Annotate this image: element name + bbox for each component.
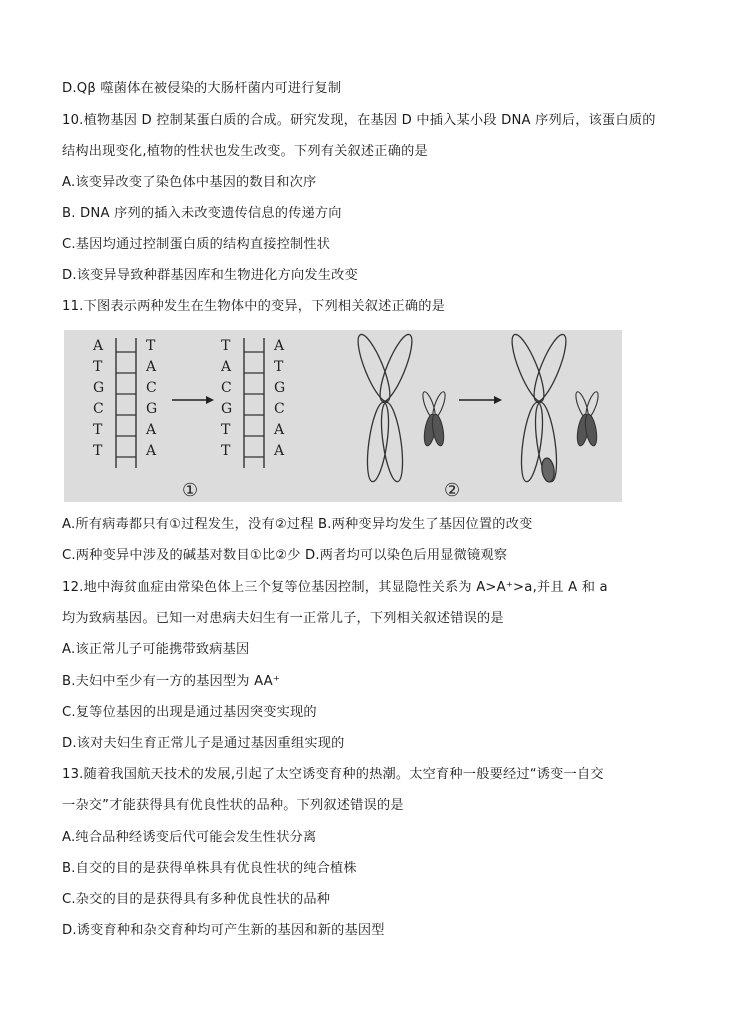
base: G [146, 401, 158, 417]
mutation-diagram [64, 330, 622, 502]
base: A [146, 422, 157, 438]
base: T [93, 359, 103, 375]
base: A [146, 359, 157, 375]
q11-stem: 11.下图表示两种发生在生物体中的变异，下列相关叙述正确的是 [62, 299, 446, 314]
q10-stem-line1: 10.植物基因 D 控制某蛋白质的合成。研究发现，在基因 D 中插入某小段 DNA 序列后，该蛋白质的 [62, 113, 656, 128]
base: T [93, 422, 103, 438]
q10-option-a: A.该变异改变了染色体中基因的数目和次序 [62, 175, 317, 190]
base: T [221, 338, 231, 354]
dna-after [220, 338, 285, 468]
q12-option-a: A.该正常儿子可能携带致病基因 [62, 642, 250, 657]
q10-option-b: B. DNA 序列的插入未改变遗传信息的传递方向 [62, 206, 342, 221]
q11-figure [64, 330, 622, 502]
base: C [274, 401, 285, 417]
base: T [221, 443, 231, 459]
q13-stem-line1: 13.随着我国航天技术的发展,引起了太空诱变育种的热潮。太空育种一般要经过“诱变一自交 [62, 767, 604, 782]
base: T [146, 338, 156, 354]
chromosome-small-before [420, 390, 447, 446]
q13-option-d: D.诱变育种和杂交育种均可产生新的基因和新的基因型 [62, 923, 385, 938]
base: A [221, 359, 232, 375]
base: C [93, 401, 104, 417]
base: A [146, 443, 157, 459]
base: A [274, 422, 285, 438]
chromosome-large-after [506, 331, 572, 483]
q10-stem-line2: 结构出现变化,植物的性状也发生改变。下列有关叙述正确的是 [62, 144, 428, 159]
base: A [93, 338, 104, 354]
chromosome-large-before [352, 331, 418, 483]
q10-option-c: C.基因均通过控制蛋白质的结构直接控制性状 [62, 237, 331, 252]
label-2: ② [444, 480, 461, 501]
base: G [274, 380, 286, 396]
q13-option-a: A.纯合品种经诱变后代可能会发生性状分离 [62, 830, 317, 845]
base: A [274, 338, 285, 354]
q11-options-cd: C.两种变异中涉及的碱基对数目①比②少 D.两者均可以染色后用显微镜观察 [62, 548, 508, 563]
q13-option-b: B.自交的目的是获得单株具有优良性状的纯合植株 [62, 861, 357, 876]
dna-before [92, 338, 157, 468]
q13-stem-line2: 一杂交”才能获得具有优良性状的品种。下列叙述错误的是 [62, 798, 404, 813]
chromosome-small-after [573, 390, 600, 446]
base: G [221, 401, 233, 417]
q12-option-c: C.复等位基因的出现是通过基因突变实现的 [62, 705, 317, 720]
q12-option-b: B.夫妇中至少有一方的基因型为 AA⁺ [62, 674, 281, 689]
q11-options-ab: A.所有病毒都只有①过程发生，没有②过程 B.两种变异均发生了基因位置的改变 [62, 517, 533, 532]
base: C [146, 380, 157, 396]
base: T [221, 422, 231, 438]
q9-option-d: D.Qβ 噬菌体在被侵染的大肠杆菌内可进行复制 [62, 81, 342, 96]
q13-option-c: C.杂交的目的是获得具有多种优良性状的品种 [62, 892, 331, 907]
q12-stem-line1: 12.地中海贫血症由常染色体上三个复等位基因控制，其显隐性关系为 A>A⁺>a,并且 A 和 a [62, 580, 608, 595]
base: G [93, 380, 105, 396]
base: T [93, 443, 103, 459]
base: C [221, 380, 232, 396]
arrow-icon [459, 396, 502, 404]
arrow-icon [172, 396, 214, 404]
base: A [274, 443, 285, 459]
base: T [274, 359, 284, 375]
q10-option-d: D.该变异导致种群基因库和生物进化方向发生改变 [62, 268, 358, 283]
q12-stem-line2: 均为致病基因。已知一对患病夫妇生有一正常儿子，下列相关叙述错误的是 [62, 611, 504, 626]
q12-option-d: D.该对夫妇生育正常儿子是通过基因重组实现的 [62, 736, 345, 751]
label-1: ① [182, 480, 199, 501]
